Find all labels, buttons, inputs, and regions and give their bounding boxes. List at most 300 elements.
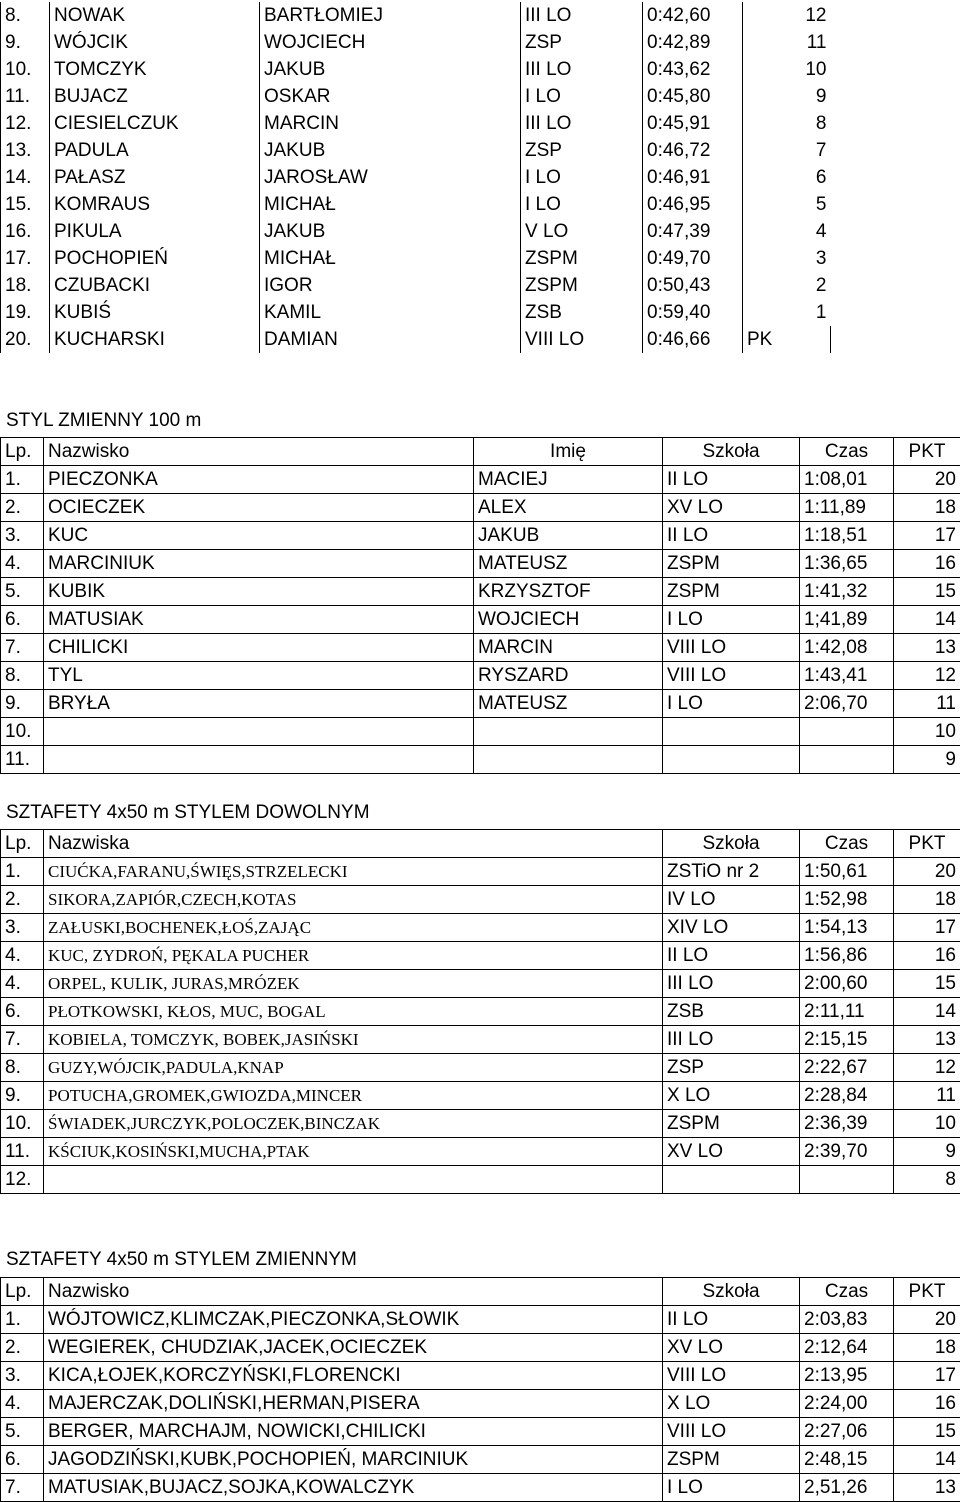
header-lp: Lp. [1,1278,44,1306]
cell-szkola: I LO [663,606,800,634]
cell-nazwiska: ZAŁUSKI,BOCHENEK,ŁOŚ,ZAJĄC [44,914,663,942]
cell-lp: 9. [1,1082,44,1110]
cell-czas: 2:28,84 [800,1082,894,1110]
cell-lp: 10. [1,1110,44,1138]
cell-szkola: III LO [663,970,800,998]
cell-pkt: 14 [894,1446,960,1474]
cell-czas: 0:46,95 [643,191,743,218]
cell-nazwisko: WÓJCIK [50,29,260,56]
cell-lp: 18. [1,272,50,299]
cell-pkt: 15 [894,578,960,606]
cell-nazwisko: WÓJTOWICZ,KLIMCZAK,PIECZONKA,SŁOWIK [44,1306,663,1334]
cell-nazwisko: KOMRAUS [50,191,260,218]
cell-szkola: VIII LO [663,1418,800,1446]
cell-lp: 5. [1,578,44,606]
cell-czas: 0:46,72 [643,137,743,164]
cell-nazwiska [44,1166,663,1194]
cell-szkola: XV LO [663,1138,800,1166]
cell-lp: 17. [1,245,50,272]
cell-pkt: 10 [894,718,960,746]
cell-nazwisko: PADULA [50,137,260,164]
cell-lp: 20. [1,326,50,353]
cell-nazwisko: POCHOPIEŃ [50,245,260,272]
cell-szkola: III LO [521,2,643,29]
cell-czas: 2:06,70 [800,690,894,718]
cell-nazwisko: OCIECZEK [44,494,474,522]
cell-czas: 1:08,01 [800,466,894,494]
cell-nazwisko [44,746,474,774]
cell-pkt: 2 [743,272,831,299]
cell-imie: RYSZARD [474,662,663,690]
results-table-styl-zmienny [0,437,960,774]
cell-imie: ALEX [474,494,663,522]
cell-czas: 0:49,70 [643,245,743,272]
cell-czas: 1:11,89 [800,494,894,522]
header-nazwisko: Nazwisko [44,1278,663,1306]
cell-czas: 1:52,98 [800,886,894,914]
table-row [1,942,960,970]
table-row [1,634,960,662]
cell-nazwisko: JAGODZIŃSKI,KUBK,POCHOPIEŃ, MARCINIUK [44,1446,663,1474]
cell-nazwisko: KUBIŚ [50,299,260,326]
cell-pkt: 16 [894,942,960,970]
cell-pkt: 8 [894,1166,960,1194]
header-czas: Czas [800,438,894,466]
cell-pkt: 15 [894,970,960,998]
cell-nazwisko: KUCHARSKI [50,326,260,353]
table-row [1,886,960,914]
cell-pkt: 18 [894,1334,960,1362]
cell-szkola: II LO [663,466,800,494]
table-row [1,494,960,522]
cell-lp: 9. [1,690,44,718]
cell-nazwisko: MAJERCZAK,DOLIŃSKI,HERMAN,PISERA [44,1390,663,1418]
table-row [1,998,960,1026]
table-row [1,914,960,942]
cell-czas: 0:42,60 [643,2,743,29]
table-row [1,1306,960,1334]
cell-czas: 2:24,00 [800,1390,894,1418]
cell-szkola: III LO [663,1026,800,1054]
table-row [1,746,960,774]
cell-pkt: 20 [894,1306,960,1334]
header-imie: Imię [474,438,663,466]
header-nazwisko: Nazwisko [44,438,474,466]
cell-imie: KAMIL [260,299,521,326]
cell-lp: 19. [1,299,50,326]
table-row [1,1390,960,1418]
table-row [1,1334,960,1362]
cell-pkt: 11 [894,690,960,718]
table-row [1,662,960,690]
cell-szkola: I LO [521,191,643,218]
cell-nazwisko: BERGER, MARCHAJM, NOWICKI,CHILICKI [44,1418,663,1446]
cell-nazwiska: KOBIELA, TOMCZYK, BOBEK,JASIŃSKI [44,1026,663,1054]
cell-pkt: 16 [894,550,960,578]
cell-pkt: 9 [743,83,831,110]
cell-lp: 2. [1,494,44,522]
table-row [1,1362,960,1390]
cell-szkola: I LO [521,164,643,191]
cell-imie: OSKAR [260,83,521,110]
cell-szkola: ZSP [663,1054,800,1082]
table-row [1,110,831,137]
cell-czas: 1:43,41 [800,662,894,690]
cell-czas: 1:41,32 [800,578,894,606]
cell-czas: 1:18,51 [800,522,894,550]
table-row [1,858,960,886]
cell-nazwiska: PŁOTKOWSKI, KŁOS, MUC, BOGAL [44,998,663,1026]
table-row [1,466,960,494]
table-row [1,1138,960,1166]
cell-szkola: ZSB [663,998,800,1026]
cell-pkt: 9 [894,746,960,774]
cell-szkola: VIII LO [663,1362,800,1390]
cell-szkola: ZSP [521,29,643,56]
cell-lp: 4. [1,1390,44,1418]
cell-pkt: 15 [894,1418,960,1446]
header-nazwiska: Nazwiska [44,830,663,858]
cell-imie: DAMIAN [260,326,521,353]
cell-nazwisko: TOMCZYK [50,56,260,83]
cell-czas: 2,51,26 [800,1474,894,1502]
cell-szkola: ZSPM [663,1446,800,1474]
cell-szkola: VIII LO [663,634,800,662]
cell-imie: JAKUB [260,56,521,83]
table-row [1,718,960,746]
cell-lp: 12. [1,1166,44,1194]
cell-imie: MARCIN [474,634,663,662]
cell-lp: 2. [1,886,44,914]
cell-czas: 0:42,89 [643,29,743,56]
cell-szkola: ZSB [521,299,643,326]
cell-lp: 8. [1,662,44,690]
cell-pkt: PK [743,326,831,353]
cell-lp: 1. [1,1306,44,1334]
cell-nazwisko: MATUSIAK,BUJACZ,SOJKA,KOWALCZYK [44,1474,663,1502]
cell-czas: 2:11,11 [800,998,894,1026]
table-row [1,326,831,353]
cell-pkt: 13 [894,1026,960,1054]
table-row [1,1054,960,1082]
cell-szkola: I LO [521,83,643,110]
cell-imie: JAROSŁAW [260,164,521,191]
cell-nazwisko: CZUBACKI [50,272,260,299]
cell-szkola: XV LO [663,494,800,522]
cell-nazwisko: KICA,ŁOJEK,KORCZYŃSKI,FLORENCKI [44,1362,663,1390]
cell-pkt: 3 [743,245,831,272]
cell-pkt: 6 [743,164,831,191]
cell-szkola [663,718,800,746]
cell-nazwisko [44,718,474,746]
table-row [1,83,831,110]
cell-czas: 2:48,15 [800,1446,894,1474]
section-title-sztafety-dowolnym: SZTAFETY 4x50 m STYLEM DOWOLNYM [6,802,370,824]
cell-imie: MICHAŁ [260,245,521,272]
cell-szkola: II LO [663,522,800,550]
cell-pkt: 13 [894,1474,960,1502]
header-szkola: Szkoła [663,1278,800,1306]
cell-czas: 0:50,43 [643,272,743,299]
cell-lp: 10. [1,56,50,83]
cell-lp: 14. [1,164,50,191]
cell-lp: 15. [1,191,50,218]
cell-lp: 7. [1,634,44,662]
cell-czas: 0:46,91 [643,164,743,191]
cell-lp: 4. [1,970,44,998]
table-row [1,1166,960,1194]
cell-lp: 2. [1,1334,44,1362]
cell-nazwisko: PIKULA [50,218,260,245]
cell-czas: 1:42,08 [800,634,894,662]
cell-pkt: 13 [894,634,960,662]
cell-czas [800,718,894,746]
cell-imie: MICHAŁ [260,191,521,218]
cell-czas: 0:45,91 [643,110,743,137]
cell-imie: KRZYSZTOF [474,578,663,606]
cell-szkola: X LO [663,1390,800,1418]
cell-nazwisko: BUJACZ [50,83,260,110]
cell-szkola: XIV LO [663,914,800,942]
cell-nazwisko: NOWAK [50,2,260,29]
cell-szkola: ZSPM [663,550,800,578]
cell-nazwiska: ŚWIADEK,JURCZYK,POLOCZEK,BINCZAK [44,1110,663,1138]
cell-pkt: 16 [894,1390,960,1418]
cell-pkt: 1 [743,299,831,326]
cell-szkola: VIII LO [663,662,800,690]
cell-czas: 0:47,39 [643,218,743,245]
table-row [1,299,831,326]
cell-czas: 0:46,66 [643,326,743,353]
cell-pkt: 4 [743,218,831,245]
cell-imie: MACIEJ [474,466,663,494]
header-szkola: Szkoła [663,438,800,466]
cell-szkola [663,746,800,774]
cell-nazwiska: POTUCHA,GROMEK,GWIOZDA,MINCER [44,1082,663,1110]
header-szkola: Szkoła [663,830,800,858]
cell-imie: IGOR [260,272,521,299]
cell-czas: 2:03,83 [800,1306,894,1334]
header-lp: Lp. [1,830,44,858]
cell-nazwisko: BRYŁA [44,690,474,718]
cell-lp: 11. [1,1138,44,1166]
cell-imie: JAKUB [260,218,521,245]
cell-pkt: 10 [743,56,831,83]
cell-pkt: 9 [894,1138,960,1166]
cell-szkola: ZSPM [521,245,643,272]
table-row [1,137,831,164]
cell-pkt: 8 [743,110,831,137]
cell-nazwiska: KUC, ZYDROŃ, PĘKALA PUCHER [44,942,663,970]
results-table-sztafety-dowolnym [0,829,960,1194]
cell-pkt: 17 [894,1362,960,1390]
cell-pkt: 12 [894,1054,960,1082]
table-row [1,1446,960,1474]
cell-pkt: 5 [743,191,831,218]
cell-pkt: 14 [894,998,960,1026]
cell-szkola: ZSTiO nr 2 [663,858,800,886]
cell-lp: 11. [1,746,44,774]
cell-lp: 6. [1,606,44,634]
cell-imie [474,718,663,746]
cell-czas [800,746,894,774]
cell-czas: 0:45,80 [643,83,743,110]
cell-czas: 2:22,67 [800,1054,894,1082]
cell-pkt: 10 [894,1110,960,1138]
cell-nazwisko: KUBIK [44,578,474,606]
cell-nazwisko: CIESIELCZUK [50,110,260,137]
cell-lp: 3. [1,914,44,942]
table-row [1,1474,960,1502]
cell-szkola: ZSPM [663,578,800,606]
cell-pkt: 20 [894,466,960,494]
cell-lp: 1. [1,858,44,886]
cell-szkola: VIII LO [521,326,643,353]
cell-lp: 7. [1,1474,44,1502]
cell-szkola: III LO [521,56,643,83]
cell-lp: 6. [1,998,44,1026]
cell-lp: 4. [1,942,44,970]
cell-szkola [663,1166,800,1194]
cell-czas: 1;41,89 [800,606,894,634]
cell-pkt: 11 [743,29,831,56]
cell-lp: 16. [1,218,50,245]
cell-czas: 2:00,60 [800,970,894,998]
cell-czas: 2:15,15 [800,1026,894,1054]
table-row [1,29,831,56]
cell-lp: 5. [1,1418,44,1446]
cell-czas: 1:54,13 [800,914,894,942]
cell-szkola: I LO [663,1474,800,1502]
cell-szkola: ZSP [521,137,643,164]
cell-nazwiska: GUZY,WÓJCIK,PADULA,KNAP [44,1054,663,1082]
cell-lp: 4. [1,550,44,578]
table-row [1,56,831,83]
cell-pkt: 17 [894,522,960,550]
cell-czas: 1:56,86 [800,942,894,970]
table-row [1,272,831,299]
table-row [1,1082,960,1110]
cell-imie: JAKUB [474,522,663,550]
cell-szkola: I LO [663,690,800,718]
cell-czas: 2:13,95 [800,1362,894,1390]
cell-lp: 7. [1,1026,44,1054]
cell-pkt: 18 [894,886,960,914]
cell-szkola: V LO [521,218,643,245]
cell-czas [800,1166,894,1194]
cell-imie: MARCIN [260,110,521,137]
cell-nazwisko: KUC [44,522,474,550]
table-header-row [1,830,960,858]
cell-lp: 11. [1,83,50,110]
cell-lp: 13. [1,137,50,164]
cell-szkola: III LO [521,110,643,137]
header-czas: Czas [800,830,894,858]
cell-nazwiska: KŚCIUK,KOSIŃSKI,MUCHA,PTAK [44,1138,663,1166]
cell-czas: 0:59,40 [643,299,743,326]
table-row [1,970,960,998]
cell-lp: 8. [1,2,50,29]
cell-nazwisko: CHILICKI [44,634,474,662]
cell-pkt: 11 [894,1082,960,1110]
cell-czas: 1:50,61 [800,858,894,886]
cell-czas: 2:39,70 [800,1138,894,1166]
table-header-row [1,1278,960,1306]
cell-lp: 6. [1,1446,44,1474]
table-row [1,522,960,550]
cell-szkola: II LO [663,942,800,970]
table-row [1,245,831,272]
cell-nazwiska: ORPEL, KULIK, JURAS,MRÓZEK [44,970,663,998]
cell-czas: 2:27,06 [800,1418,894,1446]
table-row [1,690,960,718]
table-row [1,191,831,218]
cell-czas: 1:36,65 [800,550,894,578]
table-header-row [1,438,960,466]
cell-szkola: II LO [663,1306,800,1334]
results-table-sztafety-zmiennym [0,1277,960,1502]
cell-szkola: XV LO [663,1334,800,1362]
cell-nazwisko: MATUSIAK [44,606,474,634]
cell-nazwisko: TYL [44,662,474,690]
cell-imie: BARTŁOMIEJ [260,2,521,29]
cell-nazwisko: WEGIEREK, CHUDZIAK,JACEK,OCIECZEK [44,1334,663,1362]
cell-imie: MATEUSZ [474,550,663,578]
table-row [1,218,831,245]
cell-imie: JAKUB [260,137,521,164]
cell-lp: 10. [1,718,44,746]
cell-pkt: 17 [894,914,960,942]
cell-czas: 2:36,39 [800,1110,894,1138]
table-row [1,2,831,29]
cell-imie: MATEUSZ [474,690,663,718]
cell-imie: WOJCIECH [474,606,663,634]
cell-nazwiska: CIUĆKA,FARANU,ŚWIĘS,STRZELECKI [44,858,663,886]
header-czas: Czas [800,1278,894,1306]
section-title-styl-zmienny: STYL ZMIENNY 100 m [6,410,201,432]
cell-lp: 12. [1,110,50,137]
cell-szkola: IV LO [663,886,800,914]
table-row [1,164,831,191]
cell-lp: 9. [1,29,50,56]
results-table-top [0,2,831,353]
cell-pkt: 18 [894,494,960,522]
cell-imie [474,746,663,774]
cell-lp: 3. [1,522,44,550]
cell-nazwisko: PAŁASZ [50,164,260,191]
cell-czas: 2:12,64 [800,1334,894,1362]
cell-pkt: 20 [894,858,960,886]
cell-nazwiska: SIKORA,ZAPIÓR,CZECH,KOTAS [44,886,663,914]
cell-lp: 3. [1,1362,44,1390]
cell-czas: 0:43,62 [643,56,743,83]
cell-szkola: X LO [663,1082,800,1110]
cell-pkt: 14 [894,606,960,634]
header-pkt: PKT [894,830,960,858]
cell-szkola: ZSPM [663,1110,800,1138]
table-row [1,606,960,634]
cell-nazwisko: PIECZONKA [44,466,474,494]
cell-pkt: 12 [743,2,831,29]
table-row [1,1026,960,1054]
cell-pkt: 7 [743,137,831,164]
cell-imie: WOJCIECH [260,29,521,56]
header-pkt: PKT [894,438,960,466]
cell-lp: 1. [1,466,44,494]
header-lp: Lp. [1,438,44,466]
cell-lp: 8. [1,1054,44,1082]
table-row [1,578,960,606]
